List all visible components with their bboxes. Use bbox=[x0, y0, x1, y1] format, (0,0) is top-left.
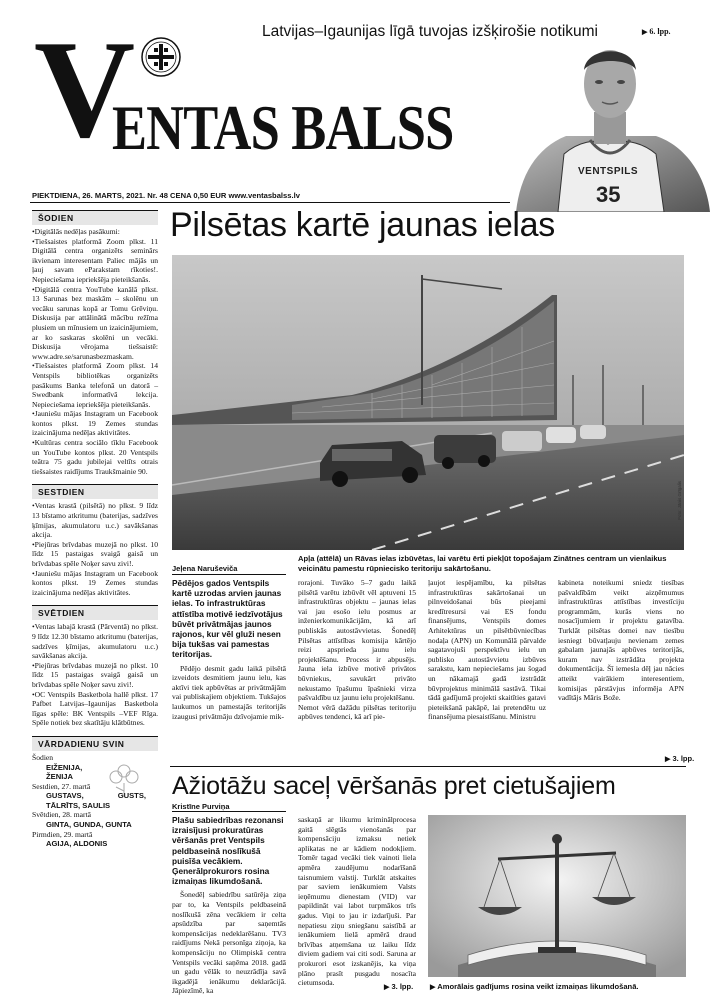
player-photo bbox=[506, 36, 714, 212]
list-item: •Ventas labajā krastā (Pārventā) no plkst. 9 līdz 12.30 bīstamo atkritumu (baterijas, sadzīves ķīmijas, akumulatoru u.c.) savākšanas akcija. bbox=[32, 622, 158, 661]
article-text: Šonedēļ sabiedrību satūrēja ziņa par to, ka Ventspils peldbaseinā noslīkušā zēna vecākiem ir celta apsūdzība par saņemtās kompensācijas nedeklarēšanu. TV3 raidījums Nekā personīga ziņoja, ka kompensāciju no Olimpiskā centra Ventspils vecāki saņēma 2018. gadā un gadu vēlāk to neuzrādīja savā ikgadējā ienākumu deklarācijā. Jāpiezīmē, ka bbox=[172, 890, 286, 996]
sidebar-heading-saturday: SESTDIEN bbox=[32, 484, 158, 499]
teaser-headline[interactable]: Latvijas–Igaunijas līgā tuvojas izšķirošie notikumi bbox=[262, 23, 598, 40]
nameday-entry: Pirmdien, 29. martā AGIJA, ALDONIS bbox=[32, 829, 108, 849]
second-lead: Plašu sabiedrības rezonansi izraisījusi prokuratūras vēršanās pret Ventspils peldbaseinā noslīkušā puisīša vecākiem. Ģenerālprokurors rosina izmaiņas likumdošanā. bbox=[172, 815, 284, 887]
sidebar-saturday-list bbox=[32, 501, 158, 597]
teaser-page-ref[interactable]: ▶ 6. lpp. bbox=[642, 27, 671, 36]
nameday-list bbox=[32, 753, 158, 849]
article-column: kabineta noteikumi sniedz tiesības pašvaldībām veikt aizņēmumus infrastruktūras attīstības investīciju programmām, kurās viens no nosacījumiem ir projektu gatavība. Turklāt pilsētas domei nav tiesību iesniegt būvatļauju nevienam zemes gabalam jaunajās apbūves teritorijās, kuram nav izstrādāta projekta dokumentācija. Šī iemesla dēļ jau nācies atteikt vairākiem interesentiem, komisijas pārstāvjus informēja APN vadītājs Māris Bože. bbox=[558, 578, 684, 703]
article-column: ļaujot iespējamību, ka pilsētas infrastruktūras sakārtošanai un pilnveidošanai būs pieejami kredītresursi vai ES fondu finansējums, Ventspils domes Arhitektūras un pilsētbūvniecības nodaļa (APN) un Komunālā pārvalde sagatavojuši perspektīvu ielu un publisko autostāvvietu izbūves sarakstu, kam nepieciešams jau šogad un nākamajā gadā izstrādāt būvprojektus minimālā sastāvā. Tikai tādā gadījumā projekti skaitīties gatavi pieteikšanā pakāpē, lai pretendētu uz finansējuma piesaistīšanu. Ministru bbox=[428, 578, 546, 722]
main-headline[interactable]: Pilsētas kartē jaunas ielas bbox=[170, 206, 555, 244]
sidebar-heading-namedays: VĀRDADIENU SVIN bbox=[32, 736, 158, 751]
article-column: rorajoni. Tuvāko 5–7 gadu laikā pilsētā varētu izbūvēt vēl aptuveni 15 infrastruktūras objektu – jaunas ielas vai jau esošo ielu posmus ar inženierkomunikācijām, kā arī publiskās autostāvvietas. Šonedēļ Pilsētas attīstības komisija kārtējo reizi apsprieda jaunu ielu projektēšanu. Process ir abpusējs. Jauna iela izbūve motivē privātos būvniekus, savukārt privāto nekustamo īpašumu īpašnieki virza pašvaldību uz jaunu ielu projektēšanu. Nemot vērā dažādu pilsētas teritoriju apbūves tendenci, kā arī pie- bbox=[298, 578, 416, 722]
sidebar-sunday-list bbox=[32, 622, 158, 728]
article-lead: Pēdējos gados Ventspils kartē uzrodas arvien jaunas ielas. To infrastruktūras attīstība motivē iedzīvotājus būvēt privātmājas jaunos rajonos, kur vēl gluži nesen bija tukšas vai pamestas teritorijas. bbox=[172, 578, 283, 660]
sidebar-heading-today: ŠODIEN bbox=[32, 210, 158, 225]
scales-caption: ▶ Amorālais gadījums rosina veikt izmaiņas likumdošanā. bbox=[430, 982, 639, 991]
list-item: •Jauniešu mājas Instagram un Facebook kontos plkst. 19 Zemes stundas izaicinājuma nedēļas aktivitātes. bbox=[32, 409, 158, 438]
list-item: •Digitālās nedēļas pasākumi: bbox=[32, 227, 120, 236]
nameday-entry: Šodien EIŽENIJA, ŽENIJA bbox=[32, 752, 83, 782]
main-photo bbox=[172, 255, 684, 550]
nameday-entry: Svētdien, 28. martā GINTA, GUNDA, GUNTA bbox=[32, 810, 132, 830]
photo-caption: Apļa (attēlā) un Rāvas ielas izbūvētas, lai varētu ērti piekļūt topošajam Zinātnes centram un vienlaikus veicinātu pamestu rūpnieciskо teritoriju sakārtošanu. bbox=[298, 554, 667, 573]
sidebar-heading-sunday: SVĒTDIEN bbox=[32, 605, 158, 620]
dateline-rule-top bbox=[30, 202, 510, 203]
masthead-title-initial: V bbox=[34, 12, 132, 167]
list-item: •Ventas krastā (pilsētā) no plkst. 9 līdz 13 bīstamo atkritumu (baterijas, sadzīves ķīmijas, akumulatoru u.c.) savākšanas akcija. bbox=[32, 501, 158, 540]
sidebar bbox=[32, 210, 158, 1000]
second-headline[interactable]: Ažiotāžu saceļ vēršanās pret cietušajiem bbox=[172, 772, 616, 800]
list-item: •Kultūras centra sociālo tīklu Facebook un YouTube kontos plkst. 20 Ventspils teātra 75 gadu jubilejai veltīts otrais tiešsaistes raidījums Traukšmainie 90. bbox=[32, 438, 158, 476]
byline: Jeļena Naruševiča bbox=[172, 564, 238, 573]
second-byline: Kristīne Purviņa bbox=[172, 802, 230, 811]
list-item: •Jauniešu mājas Instagram un Facebook kontos plkst. 19 Zemes stundas izaicinājuma nedēļas aktivitātes. bbox=[32, 568, 158, 597]
section-divider bbox=[170, 766, 686, 767]
byline-rule bbox=[172, 574, 286, 575]
triangle-right-icon: ▶ bbox=[430, 984, 436, 991]
dateline-price: CENA 0,50 EUR bbox=[170, 191, 227, 200]
dateline-issue: Nr. 48 bbox=[147, 191, 168, 200]
masthead-title: ENTAS BALSS bbox=[112, 92, 454, 163]
triangle-right-icon: ▶ bbox=[642, 28, 648, 36]
masthead bbox=[0, 0, 714, 210]
second-article-page-ref[interactable]: ▶ 3. lpp. bbox=[384, 982, 414, 991]
list-item: •Tiešsaistes platformā Zoom plkst. 14 Ventspils bibliotēkas organizēts pasākums Banka telefonā un datorā – Swedbank informatīvā lekcija. Nepieciešama iepriekšēja pieteikšanās. bbox=[32, 361, 158, 409]
article-column bbox=[172, 578, 286, 721]
main-article-page-ref[interactable]: ▶ 3. lpp. bbox=[665, 754, 695, 763]
flower-icon bbox=[104, 759, 144, 799]
sidebar-today-list bbox=[32, 227, 158, 476]
byline-rule bbox=[172, 811, 286, 812]
article-column bbox=[172, 815, 286, 996]
dateline-website[interactable]: www.ventasbalss.lv bbox=[228, 191, 300, 200]
dateline-date: PIEKTDIENA, 26. MARTS, 2021. bbox=[32, 191, 146, 200]
triangle-right-icon: ▶ bbox=[665, 756, 671, 763]
jersey-text: VENTSPILS bbox=[578, 166, 639, 177]
jersey-number: 35 bbox=[596, 182, 621, 207]
list-item: •Piejūras brīvdabas muzejā no plkst. 10 līdz 15 pastaigas svaigā gaisā un brīvdabas spēle Noķer savu zivi!. bbox=[32, 660, 158, 689]
article-column: saskaņā ar likumu kriminālprocesa gaitā slēgtās vienošanās par kompensāciju izmaksu netiek aplikatas ne ar kādiem nodokļiem. Tomēr tagad vecāki tiek vainoti liela apmēra zaudējumu nodarīšanā taisnumiem valstij. Turklāt atskaites par saviem ienākumiem Valsts ieņēmumu dienestam (VID) var papildināt vai labot turpmākos trīs gadus. Viņi to jau ir izdarījuši. Par nepatiesu ziņu sniegšanu saistībā ar ienākumiem lielā apmērā draud brīvības atņemšana uz laiku līdz diviem gadiem vai citi sodi. Saruna ar prokurori esot izskanējis, ka viņa plāno prasīt pusgadu nosacīta cietumsoda. bbox=[298, 815, 416, 988]
triangle-right-icon: ▶ bbox=[384, 984, 390, 991]
photo-credit: Foto: Jānis Grīgalis bbox=[677, 481, 682, 520]
list-item: •Piejūras brīvdabas muzejā no plkst. 10 līdz 15 pastaigas svaigā gaisā un brīvdabas spēle Noķer savu zivi!. bbox=[32, 539, 158, 568]
article-text: Pēdējo desmit gadu laikā pilsētā izveidots desmitiem jaunu ielu, kas aktīvi tiek apbūvētas ar privātmājām vai publiskajiem objektiem. Tukšajos laukumos un pamestajās teritorijās izaugusi privātmāju dzīvojamie mik- bbox=[172, 663, 286, 721]
emblem-icon bbox=[140, 36, 182, 78]
list-item: •Digitālā centra YouTube kanālā plkst. 13 Sarunas bez maskām – skolēnu un vecāku sarunas kopā ar Tomu Grēviņu. Diskusija par attālinātā mācību režīma plusiem un mīnusiem un izaicinājumiem, ar ko saskaras skolēni un vecāki. Diskusija vērojama tiešsaistē: www.adre.se/sarunasbezmaskam. bbox=[32, 284, 158, 361]
nameday-entry: Sestdien, 27. martā GUSTAVS, GUSTS, TĀLRĪTS, SAULIS bbox=[32, 781, 146, 810]
list-item: •OC Ventspils Basketbola hallē plkst. 17 Pafbet Latvijas–Igaunijas Basketbola līgas spēle: BK Ventspils –VEF Rīga. Spēle notiek bez skatītāju klātbūtnes. bbox=[32, 689, 158, 728]
list-item: •Tiešsaistes platformā Zoom plkst. 11 Digitālā centra organizēts seminārs ikvienam interesentam Paliec mājās un ļauj savam eParakstam rīkoties!. Nepieciešama iepriekšēja pieteikšanās. bbox=[32, 236, 158, 284]
dateline bbox=[32, 191, 300, 200]
scales-photo bbox=[428, 815, 686, 977]
